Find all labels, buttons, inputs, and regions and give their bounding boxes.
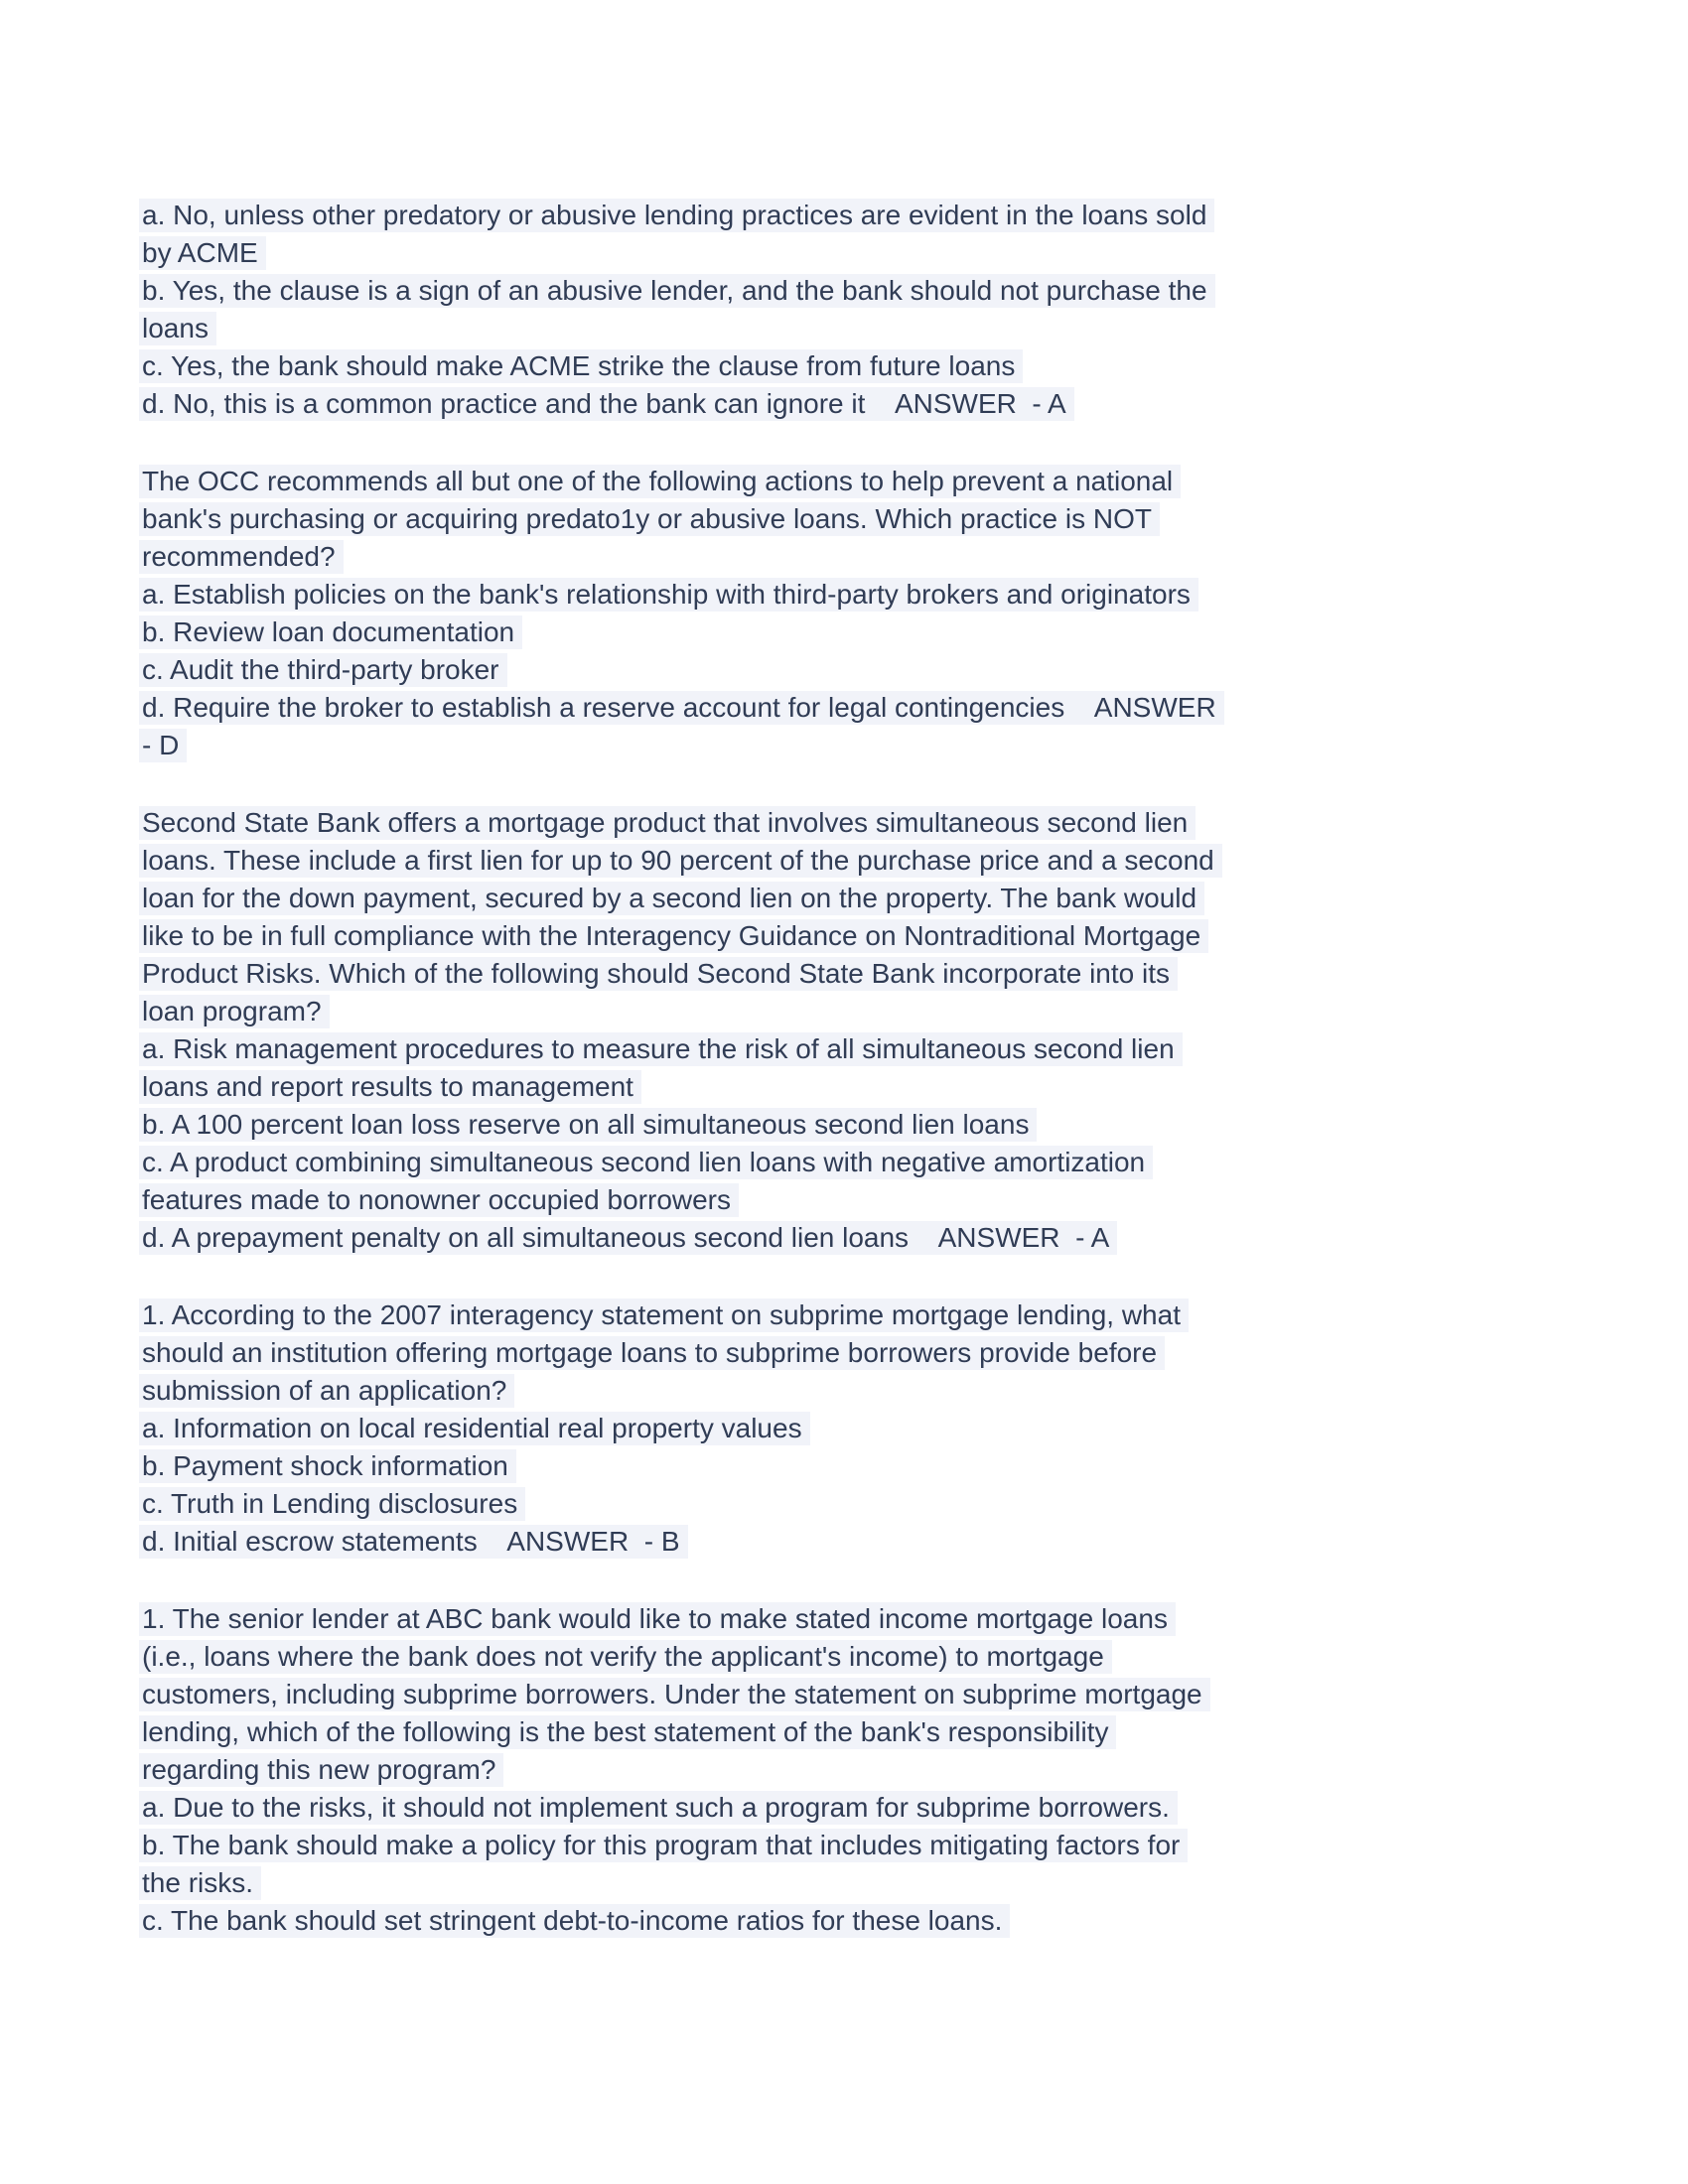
text-line: [142, 1410, 1549, 1447]
text-line: [142, 500, 1549, 538]
text-line: [142, 1030, 1549, 1068]
text-line: [142, 1864, 1549, 1902]
question-block-5: [142, 1600, 1549, 1940]
question-text-wrap: loan for the down payment, secured by a second lien on the property. The bank would: [139, 882, 1204, 915]
text-line: [142, 1144, 1549, 1181]
question-block-2: [142, 463, 1549, 764]
option-c-text: c. The bank should set stringent debt-to-income ratios for these loans.: [139, 1904, 1010, 1938]
question-text-wrap: Product Risks. Which of the following should Second State Bank incorporate into its: [139, 957, 1178, 991]
text-line: [142, 347, 1549, 385]
text-line: [142, 1068, 1549, 1106]
text-line: [142, 576, 1549, 614]
text-line: [142, 1297, 1549, 1334]
answer-text-wrap: - D: [139, 729, 187, 762]
option-a-text-wrap: loans and report results to management: [139, 1070, 641, 1104]
text-line: [142, 880, 1549, 917]
option-a-text: a. No, unless other predatory or abusive lending practices are evident in the loans sold: [139, 199, 1214, 232]
option-b-text: b. The bank should make a policy for this program that includes mitigating factors for: [139, 1829, 1188, 1862]
question-text: 1. The senior lender at ABC bank would like to make stated income mortgage loans: [139, 1602, 1176, 1636]
text-line: [142, 1676, 1549, 1713]
option-d-and-answer-text: d. Require the broker to establish a reserve account for legal contingencies ANSWER: [139, 691, 1224, 725]
text-line: [142, 197, 1549, 234]
text-line: [142, 842, 1549, 880]
option-c-text: c. Truth in Lending disclosures: [139, 1487, 525, 1521]
text-line: [142, 1219, 1549, 1257]
text-line: [142, 689, 1549, 727]
question-block-1: [142, 197, 1549, 423]
text-line: [142, 917, 1549, 955]
text-line: [142, 1751, 1549, 1789]
question-text-wrap: should an institution offering mortgage loans to subprime borrowers provide before: [139, 1336, 1165, 1370]
option-b-text: b. A 100 percent loan loss reserve on all simultaneous second lien loans: [139, 1108, 1037, 1142]
text-line: [142, 651, 1549, 689]
text-line: [142, 272, 1549, 310]
text-line: [142, 1600, 1549, 1638]
question-text-wrap: loan program?: [139, 995, 330, 1028]
text-line: [142, 234, 1549, 272]
question-block-4: [142, 1297, 1549, 1561]
text-line: [142, 385, 1549, 423]
question-text-wrap: regarding this new program?: [139, 1753, 503, 1787]
option-a-text-wrap: by ACME: [139, 236, 266, 270]
option-d-and-answer-text: d. A prepayment penalty on all simultaneous second lien loans ANSWER - A: [139, 1221, 1117, 1255]
option-d-and-answer-text: d. No, this is a common practice and the bank can ignore it ANSWER - A: [139, 387, 1074, 421]
text-line: [142, 1713, 1549, 1751]
text-line: [142, 463, 1549, 500]
text-line: [142, 1523, 1549, 1561]
option-b-text: b. Review loan documentation: [139, 615, 522, 649]
text-line: [142, 1372, 1549, 1410]
option-a-text: a. Due to the risks, it should not implement such a program for subprime borrowers.: [139, 1791, 1178, 1825]
option-c-text: c. A product combining simultaneous second lien loans with negative amortization: [139, 1146, 1153, 1179]
option-b-text-wrap: the risks.: [139, 1866, 261, 1900]
question-text-wrap: bank's purchasing or acquiring predato1y or abusive loans. Which practice is NOT: [139, 502, 1160, 536]
option-d-and-answer-text: d. Initial escrow statements ANSWER - B: [139, 1525, 688, 1559]
question-text-wrap: (i.e., loans where the bank does not verify the applicant's income) to mortgage: [139, 1640, 1112, 1674]
text-line: [142, 1334, 1549, 1372]
question-text-wrap: submission of an application?: [139, 1374, 514, 1408]
text-line: [142, 1789, 1549, 1827]
text-line: [142, 1827, 1549, 1864]
question-block-3: [142, 804, 1549, 1257]
question-text: The OCC recommends all but one of the following actions to help prevent a national: [139, 465, 1181, 498]
option-c-text-wrap: features made to nonowner occupied borrowers: [139, 1183, 739, 1217]
option-a-text: a. Information on local residential real property values: [139, 1412, 810, 1445]
text-line: [142, 614, 1549, 651]
option-b-text: b. Yes, the clause is a sign of an abusive lender, and the bank should not purchase the: [139, 274, 1215, 308]
text-line: [142, 993, 1549, 1030]
text-line: [142, 1485, 1549, 1523]
question-text-wrap: like to be in full compliance with the Interagency Guidance on Nontraditional Mortgage: [139, 919, 1208, 953]
option-c-text: c. Audit the third-party broker: [139, 653, 507, 687]
text-line: [142, 1106, 1549, 1144]
question-text: 1. According to the 2007 interagency statement on subprime mortgage lending, what: [139, 1298, 1189, 1332]
text-line: [142, 538, 1549, 576]
text-line: [142, 727, 1549, 764]
text-line: [142, 1447, 1549, 1485]
question-text-wrap: customers, including subprime borrowers. Under the statement on subprime mortgage: [139, 1678, 1210, 1711]
text-line: [142, 955, 1549, 993]
question-text-wrap: recommended?: [139, 540, 344, 574]
option-a-text: a. Risk management procedures to measure the risk of all simultaneous second lien: [139, 1032, 1183, 1066]
option-b-text: b. Payment shock information: [139, 1449, 516, 1483]
option-b-text-wrap: loans: [139, 312, 216, 345]
text-line: [142, 804, 1549, 842]
text-line: [142, 310, 1549, 347]
text-line: [142, 1638, 1549, 1676]
text-line: [142, 1181, 1549, 1219]
option-a-text: a. Establish policies on the bank's relationship with third-party brokers and originators: [139, 578, 1198, 612]
option-c-text: c. Yes, the bank should make ACME strike the clause from future loans: [139, 349, 1023, 383]
question-text-wrap: loans. These include a first lien for up to 90 percent of the purchase price and a second: [139, 844, 1222, 878]
question-text: Second State Bank offers a mortgage product that involves simultaneous second lien: [139, 806, 1196, 840]
text-line: [142, 1902, 1549, 1940]
question-text-wrap: lending, which of the following is the best statement of the bank's responsibility: [139, 1715, 1116, 1749]
